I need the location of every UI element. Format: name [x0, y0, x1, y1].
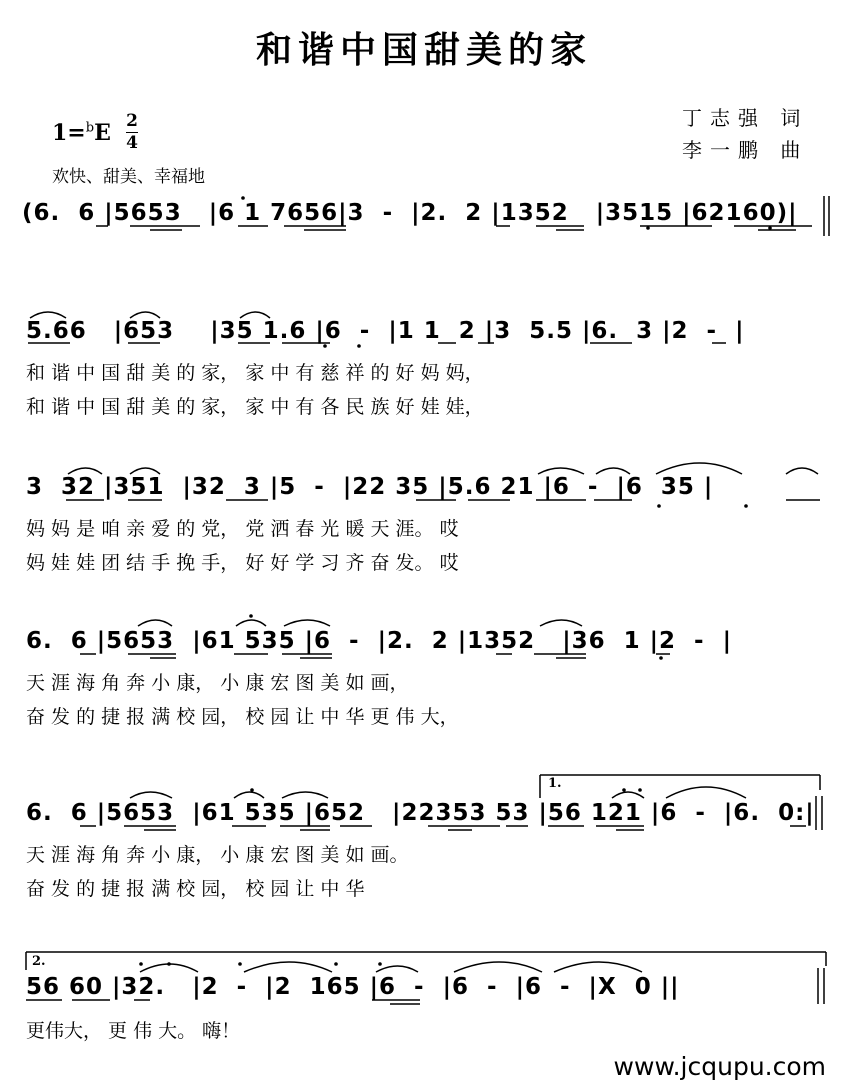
lyricist-credit: 丁志强 词 [682, 106, 809, 130]
first-ending-label: 1. [548, 776, 562, 791]
system-4-notes: 6. 6 |5653 |61 535 |6 - |2. 2 |1352 |36 1 |2 - | [26, 628, 733, 654]
second-ending-label: 2. [32, 954, 46, 969]
tempo-marking: 欢快、甜美、幸福地 [52, 167, 205, 187]
system-3-lyric-1: 妈 妈 是 咱 亲 爱 的 党， 党 洒 春 光 暖 天 涯。 哎 [26, 518, 459, 540]
key-signature [52, 120, 111, 146]
system-6-notes: 56 60 |32. |2 - |2 165 |6 - |6 - |6 - |X 0 || [26, 974, 680, 1000]
key-prefix: 1= [52, 120, 86, 146]
key-note: E [94, 120, 111, 146]
time-numerator: 2 [126, 111, 138, 131]
system-2-notes: 5.66 |653 |35 1.6 |6 - |1 1 2 |3 5.5 |6. 3 |2 - | [26, 318, 745, 344]
system-5-notes: 6. 6 |5653 |61 535 |652 |22353 53 |56 121 |6 - |6. 0:| [26, 800, 815, 826]
composer-credit: 李一鹏 曲 [682, 138, 809, 162]
system-4-lyric-1: 天 涯 海 角 奔 小 康， 小 康 宏 图 美 如 画， [26, 672, 409, 694]
system-2-lyric-2: 和 谐 中 国 甜 美 的 家， 家 中 有 各 民 族 好 娃 娃， [26, 396, 484, 418]
system-5-lyric-1: 天 涯 海 角 奔 小 康， 小 康 宏 图 美 如 画。 [26, 844, 409, 866]
system-3-notes: 3 32 |351 |32 3 |5 - |22 35 |5.6 21 |6 - |6 35 | [26, 474, 714, 500]
system-3-lyric-2: 妈 娃 娃 团 结 手 挽 手， 好 好 学 习 齐 奋 发。 哎 [26, 552, 459, 574]
system-4-lyric-2: 奋 发 的 捷 报 满 校 园， 校 园 让 中 华 更 伟 大， [26, 706, 459, 728]
time-signature [126, 112, 138, 153]
song-title: 和谐中国甜美的家 [255, 29, 592, 71]
time-denominator: 4 [126, 133, 138, 153]
system-1-notes: (6. 6 |5653 |6 1 7656|3 - |2. 2 |1352 |3515 |62160)| [22, 200, 798, 226]
system-6-lyric-1: 更伟大， 更 伟 大。 嗨！ [26, 1020, 241, 1042]
system-5-lyric-2: 奋 发 的 捷 报 满 校 园， 校 园 让 中 华 [26, 878, 365, 900]
system-2-lyric-1: 和 谐 中 国 甜 美 的 家， 家 中 有 慈 祥 的 好 妈 妈， [26, 362, 484, 384]
flat-sign: b [85, 120, 95, 136]
website-watermark: www.jcqupu.com [613, 1052, 826, 1081]
